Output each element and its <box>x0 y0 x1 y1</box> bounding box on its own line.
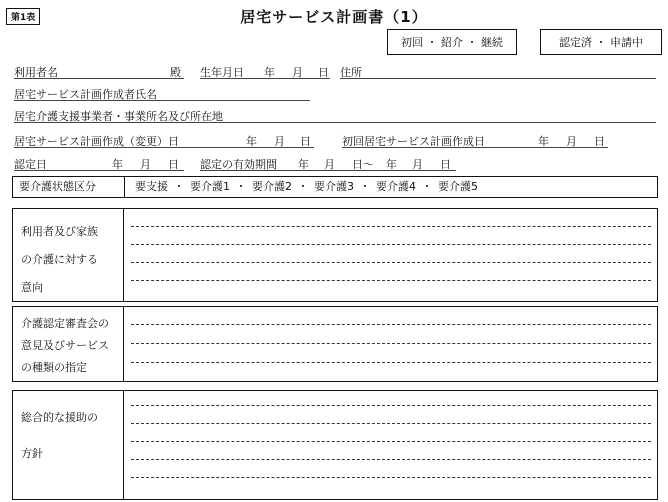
entry-line[interactable] <box>131 262 651 263</box>
first-plan-month-label: 月 <box>566 135 577 148</box>
entry-line[interactable] <box>131 423 651 424</box>
first-plan-day-label: 日 <box>594 135 605 148</box>
cert-month-label: 月 <box>140 158 151 171</box>
valid-start-month-label: 月 <box>324 158 335 171</box>
entry-line[interactable] <box>131 405 651 406</box>
entry-line[interactable] <box>131 324 651 325</box>
valid-end-month-label: 月 <box>412 158 423 171</box>
entry-line[interactable] <box>131 459 651 460</box>
panel-label-line: 利用者及び家族 <box>21 225 98 238</box>
provider-field[interactable] <box>14 122 656 123</box>
plan-date-field[interactable] <box>14 147 314 148</box>
plan-date-label: 居宅サービス計画作成（変更）日 <box>14 135 179 148</box>
panel-label-line: 意見及びサービス <box>21 339 109 352</box>
page-title: 居宅サービス計画書（1） <box>240 8 428 26</box>
birth-date-label: 生年月日 <box>200 66 244 79</box>
birth-date-field[interactable] <box>200 78 330 79</box>
valid-start-year-label: 年 <box>298 158 309 171</box>
entry-line[interactable] <box>131 441 651 442</box>
entry-line[interactable] <box>131 280 651 281</box>
entry-line[interactable] <box>131 362 651 363</box>
cert-day-label: 日 <box>168 158 179 171</box>
certification-date-field[interactable] <box>14 170 184 171</box>
entry-line[interactable] <box>131 244 651 245</box>
certification-date-label: 認定日 <box>14 158 47 171</box>
panel-label-line: 総合的な援助の <box>21 411 98 424</box>
valid-period-field[interactable] <box>200 170 456 171</box>
planner-name-field[interactable] <box>14 100 310 101</box>
care-level-label: 要介護状態区分 <box>13 177 125 197</box>
birth-year-label: 年 <box>264 66 275 79</box>
certification-status-selector[interactable]: 認定済 ・ 申請中 <box>540 29 662 55</box>
address-label: 住所 <box>340 66 362 79</box>
valid-tilde: 日～ <box>352 158 374 171</box>
first-plan-date-label: 初回居宅サービス計画作成日 <box>342 135 485 148</box>
plan-year-label: 年 <box>246 135 257 148</box>
user-name-field[interactable] <box>14 78 184 79</box>
address-field[interactable] <box>340 78 656 79</box>
panel-label-line: の介護に対する <box>21 253 98 266</box>
cert-year-label: 年 <box>112 158 123 171</box>
user-name-label: 利用者名 <box>14 66 58 79</box>
birth-day-label: 日 <box>318 66 329 79</box>
review-board-opinion-panel <box>12 306 658 382</box>
plan-type-selector[interactable]: 初回 ・ 紹介 ・ 継続 <box>387 29 517 55</box>
panel-label-line: 意向 <box>21 281 43 294</box>
plan-day-label: 日 <box>300 135 311 148</box>
panel-label-line: 方針 <box>21 447 43 460</box>
care-level-box <box>12 176 658 198</box>
user-family-intention-panel <box>12 208 658 302</box>
entry-line[interactable] <box>131 343 651 344</box>
entry-line[interactable] <box>131 226 651 227</box>
panel-label-line: の種類の指定 <box>21 361 87 374</box>
overall-support-policy-panel <box>12 390 658 500</box>
panel-label <box>13 391 124 499</box>
honorific: 殿 <box>170 66 181 79</box>
first-plan-year-label: 年 <box>538 135 549 148</box>
planner-name-label: 居宅サービス計画作成者氏名 <box>14 88 157 101</box>
form-number: 第1表 <box>6 8 40 25</box>
plan-month-label: 月 <box>274 135 285 148</box>
panel-label-line: 介護認定審査会の <box>21 317 109 330</box>
entry-line[interactable] <box>131 477 651 478</box>
panel-label <box>13 307 124 381</box>
valid-period-label: 認定の有効期間 <box>200 158 277 171</box>
panel-label <box>13 209 124 301</box>
valid-end-day-label: 日 <box>440 158 451 171</box>
first-plan-date-field[interactable] <box>342 147 608 148</box>
valid-end-year-label: 年 <box>386 158 397 171</box>
provider-label: 居宅介護支援事業者・事業所名及び所在地 <box>14 110 223 123</box>
care-level-options[interactable]: 要支援 ・ 要介護1 ・ 要介護2 ・ 要介護3 ・ 要介護4 ・ 要介護5 <box>135 180 478 193</box>
birth-month-label: 月 <box>292 66 303 79</box>
